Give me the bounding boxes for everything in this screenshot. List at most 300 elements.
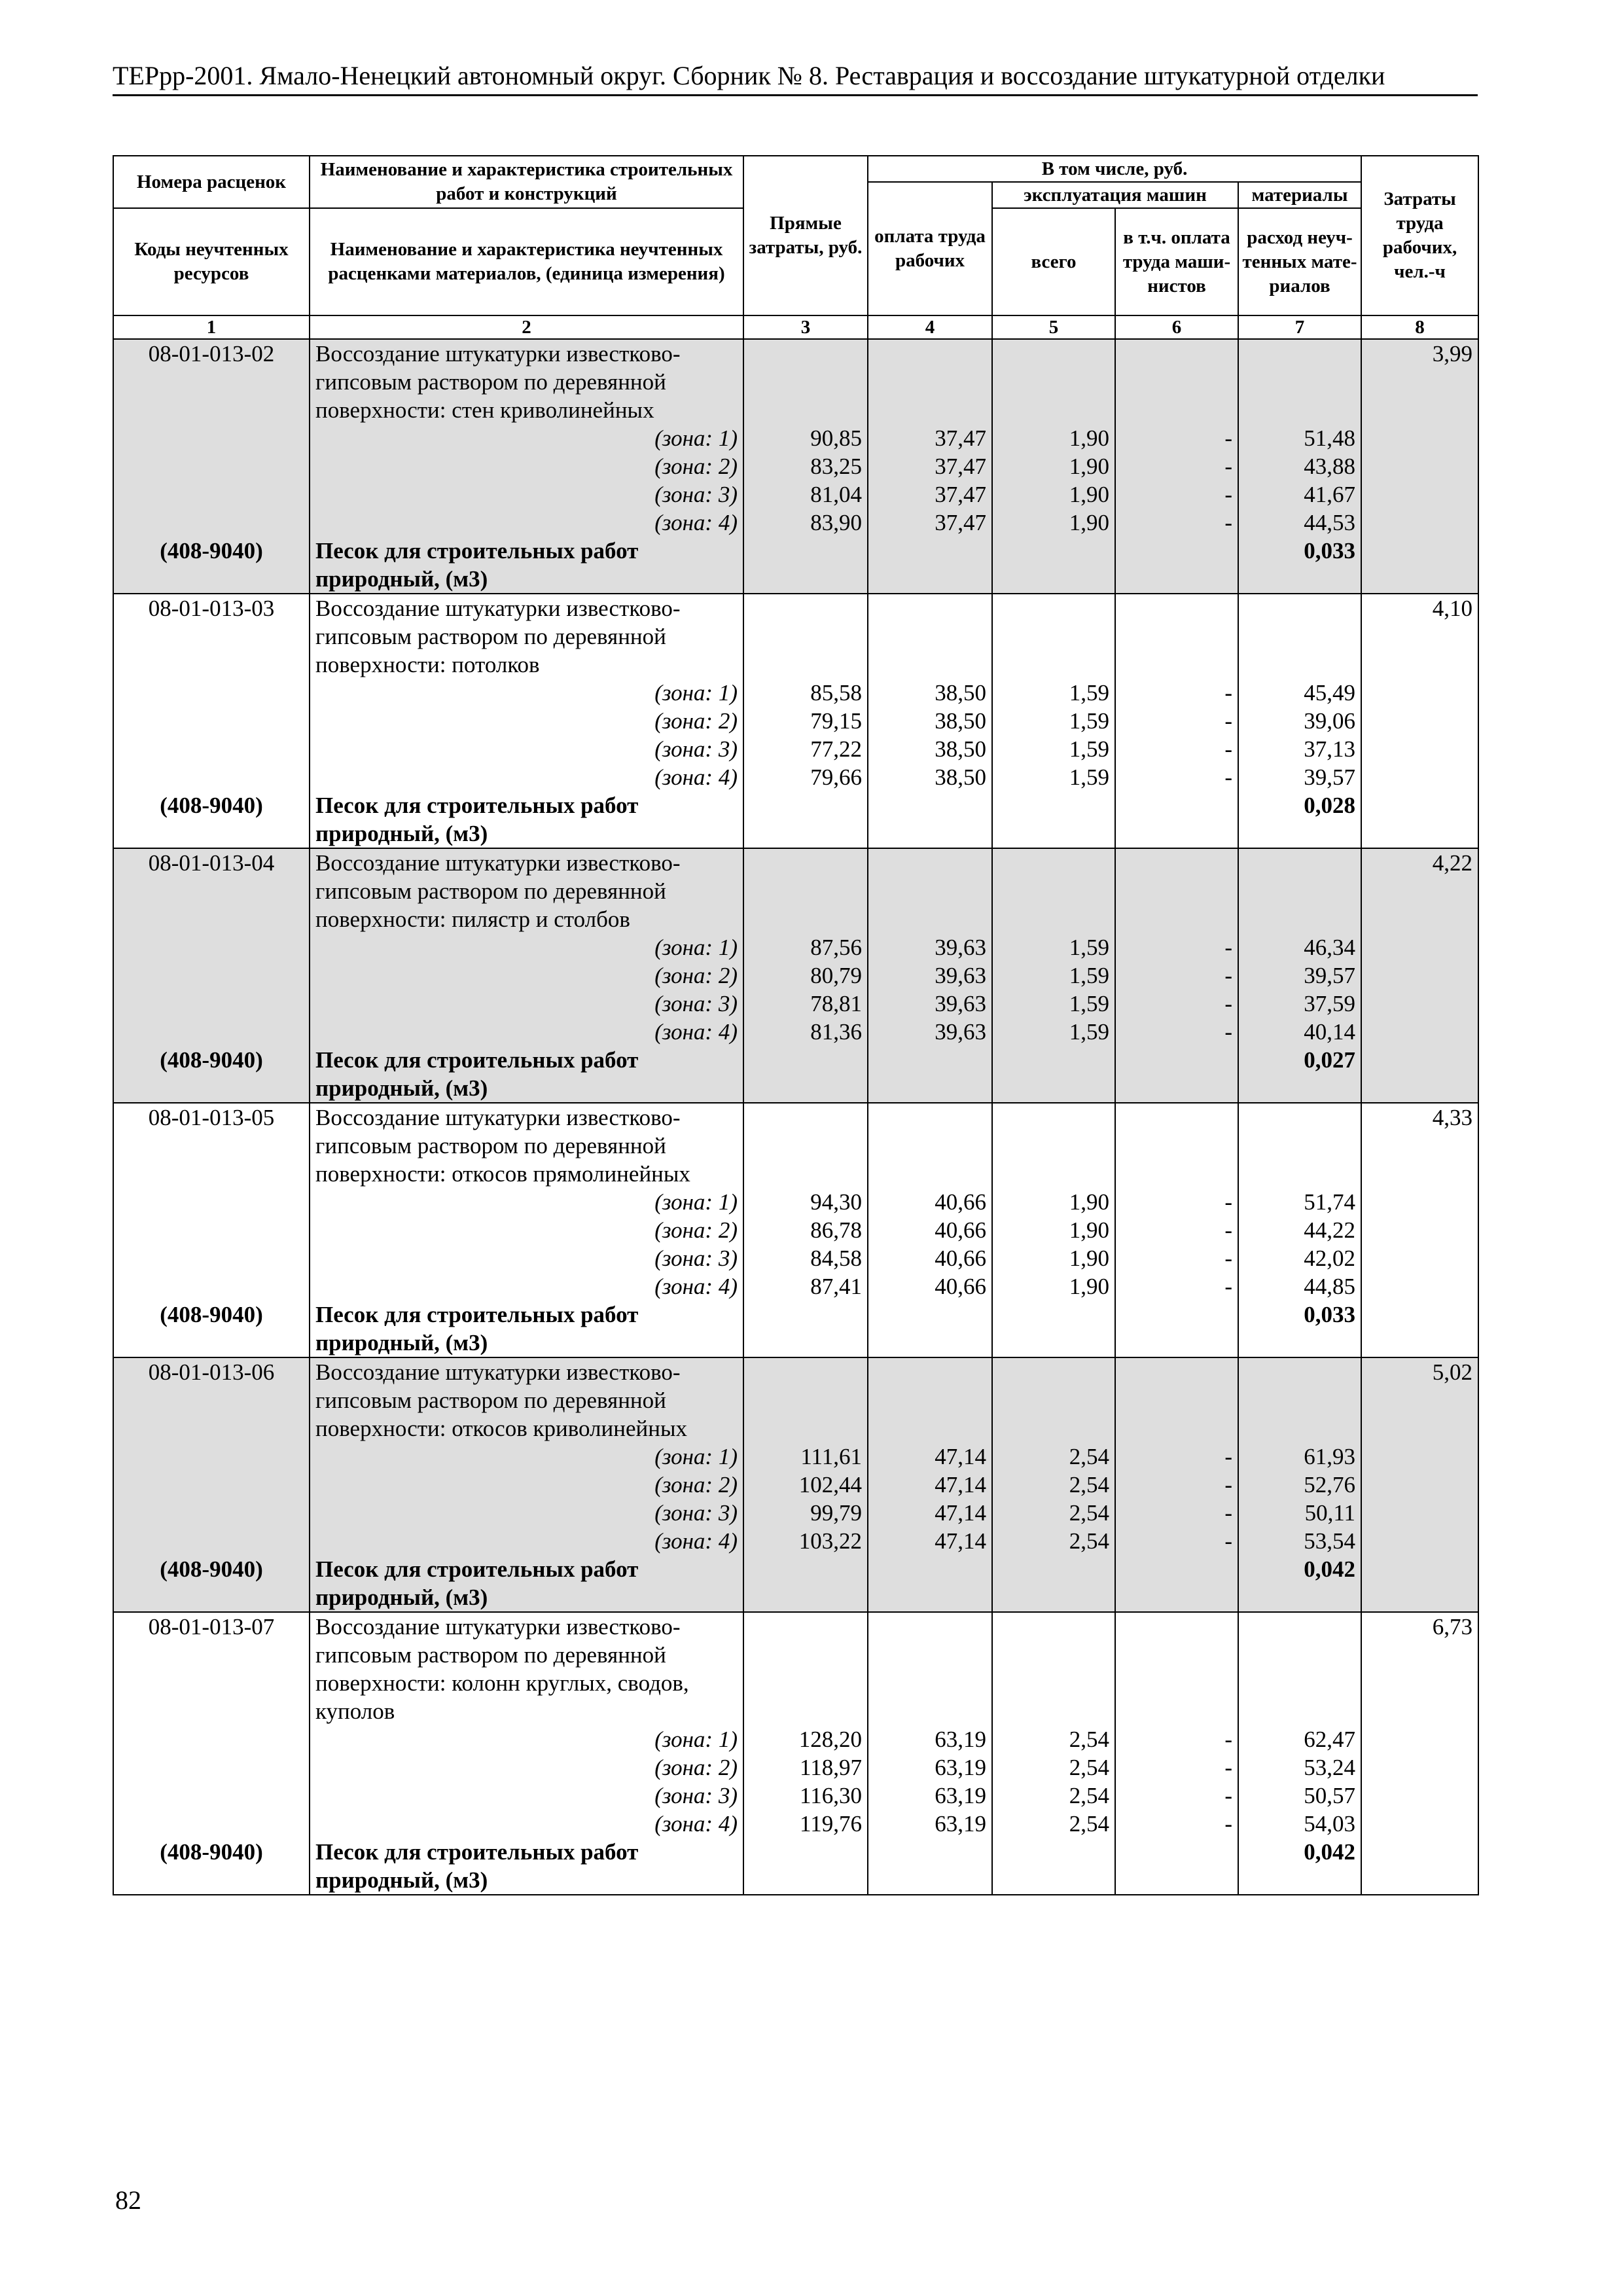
resource-row <box>113 1329 1478 1357</box>
empty-cell <box>1361 679 1478 707</box>
empty-cell <box>1238 1074 1361 1103</box>
direct-cost: 84,58 <box>743 1244 868 1272</box>
empty-cell <box>1361 1132 1478 1160</box>
worker-wages: 47,14 <box>868 1527 992 1555</box>
direct-cost: 80,79 <box>743 961 868 990</box>
column-number-row <box>113 315 1478 339</box>
empty-cell <box>992 791 1115 819</box>
work-name-line: гипсовым раствором по деревянной <box>310 877 743 905</box>
empty-cell <box>113 1527 310 1555</box>
machinist-wages: - <box>1115 1272 1238 1300</box>
empty-cell <box>113 1244 310 1272</box>
empty-cell <box>743 1300 868 1329</box>
empty-cell <box>1115 1046 1238 1074</box>
empty-cell <box>1361 1074 1478 1103</box>
direct-cost: 102,44 <box>743 1471 868 1499</box>
empty-cell <box>868 1555 992 1583</box>
empty-cell <box>992 1583 1115 1612</box>
direct-cost: 118,97 <box>743 1753 868 1782</box>
empty-cell <box>113 1386 310 1414</box>
zone-row <box>113 1725 1478 1753</box>
rate-code: 08-01-013-06 <box>113 1357 310 1386</box>
worker-wages: 63,19 <box>868 1753 992 1782</box>
materials-cost: 39,57 <box>1238 763 1361 791</box>
zone-label: (зона: 1) <box>310 424 743 452</box>
work-name-line: поверхности: откосов прямолинейных <box>310 1160 743 1188</box>
empty-cell <box>1115 791 1238 819</box>
header-materials: материалы <box>1238 182 1361 208</box>
empty-cell <box>113 1697 310 1725</box>
empty-cell <box>743 1697 868 1725</box>
empty-cell <box>992 396 1115 424</box>
work-name-line: поверхности: откосов криволинейных <box>310 1414 743 1443</box>
empty-cell <box>113 1669 310 1697</box>
empty-cell <box>1361 735 1478 763</box>
worker-wages: 39,63 <box>868 1018 992 1046</box>
empty-cell <box>992 1074 1115 1103</box>
empty-cell <box>868 1697 992 1725</box>
empty-cell <box>113 509 310 537</box>
materials-cost: 54,03 <box>1238 1810 1361 1838</box>
machines-total: 1,59 <box>992 990 1115 1018</box>
empty-cell <box>1361 1527 1478 1555</box>
empty-cell <box>113 565 310 594</box>
empty-cell <box>868 1866 992 1895</box>
zone-row <box>113 1272 1478 1300</box>
empty-cell <box>1238 1866 1361 1895</box>
empty-cell <box>1361 1669 1478 1697</box>
empty-cell <box>992 1414 1115 1443</box>
empty-cell <box>113 1471 310 1499</box>
worker-wages: 39,63 <box>868 990 992 1018</box>
empty-cell <box>868 819 992 848</box>
resource-name-line: Песок для строительных работ <box>310 1046 743 1074</box>
zone-label: (зона: 4) <box>310 1527 743 1555</box>
materials-cost: 37,59 <box>1238 990 1361 1018</box>
resource-quantity: 0,042 <box>1238 1838 1361 1866</box>
record-title-row <box>113 594 1478 622</box>
direct-cost: 85,58 <box>743 679 868 707</box>
empty-cell <box>1361 1555 1478 1583</box>
empty-cell <box>113 651 310 679</box>
empty-cell <box>1115 1074 1238 1103</box>
header-machines-total: всего <box>992 208 1115 315</box>
empty-cell <box>743 791 868 819</box>
resource-name-line: природный, (м3) <box>310 819 743 848</box>
page-header: ТЕРрр-2001. Ямало-Ненецкий автономный округ. Сборник № 8. Реставрация и воссоздание штукатурной отделки <box>113 60 1478 96</box>
zone-label: (зона: 2) <box>310 1471 743 1499</box>
machinist-wages: - <box>1115 509 1238 537</box>
resource-row <box>113 1866 1478 1895</box>
machines-total: 1,59 <box>992 933 1115 961</box>
empty-cell <box>743 622 868 651</box>
work-name-line: гипсовым раствором по деревянной <box>310 1641 743 1669</box>
empty-cell <box>992 1386 1115 1414</box>
empty-cell <box>1361 1810 1478 1838</box>
empty-cell <box>743 1329 868 1357</box>
materials-cost: 43,88 <box>1238 452 1361 480</box>
empty-cell <box>992 594 1115 622</box>
resource-code: (408-9040) <box>113 1838 310 1866</box>
empty-cell <box>113 735 310 763</box>
empty-cell <box>1115 1697 1238 1725</box>
work-name-line: гипсовым раствором по деревянной <box>310 1132 743 1160</box>
column-number: 3 <box>743 315 868 339</box>
empty-cell <box>868 1641 992 1669</box>
empty-cell <box>868 537 992 565</box>
machines-total: 1,59 <box>992 961 1115 990</box>
zone-row <box>113 452 1478 480</box>
zone-row <box>113 1753 1478 1782</box>
worker-wages: 38,50 <box>868 763 992 791</box>
empty-cell <box>992 1357 1115 1386</box>
empty-cell <box>1238 1583 1361 1612</box>
record-title-row <box>113 1669 1478 1697</box>
machinist-wages: - <box>1115 1753 1238 1782</box>
resource-quantity: 0,042 <box>1238 1555 1361 1583</box>
zone-row <box>113 961 1478 990</box>
empty-cell <box>1115 537 1238 565</box>
resource-quantity: 0,027 <box>1238 1046 1361 1074</box>
empty-cell <box>1238 1612 1361 1641</box>
record-title-row <box>113 1357 1478 1386</box>
empty-cell <box>1361 1244 1478 1272</box>
empty-cell <box>1238 848 1361 877</box>
machines-total: 1,90 <box>992 1216 1115 1244</box>
resource-row <box>113 1838 1478 1866</box>
empty-cell <box>113 1810 310 1838</box>
zone-label: (зона: 2) <box>310 707 743 735</box>
machines-total: 2,54 <box>992 1499 1115 1527</box>
empty-cell <box>1238 594 1361 622</box>
record-title-row <box>113 622 1478 651</box>
zone-row <box>113 990 1478 1018</box>
direct-cost: 99,79 <box>743 1499 868 1527</box>
worker-wages: 37,47 <box>868 509 992 537</box>
materials-cost: 52,76 <box>1238 1471 1361 1499</box>
empty-cell <box>868 565 992 594</box>
zone-row <box>113 1018 1478 1046</box>
empty-cell <box>743 1357 868 1386</box>
zone-label: (зона: 2) <box>310 961 743 990</box>
header-unaccounted-materials: Наименование и характеристика неучтенных расценками материалов, (единица измерения) <box>310 208 743 315</box>
empty-cell <box>1115 1300 1238 1329</box>
empty-cell <box>113 1753 310 1782</box>
machines-total: 2,54 <box>992 1443 1115 1471</box>
empty-cell <box>868 791 992 819</box>
table-header <box>113 156 1478 339</box>
column-number: 7 <box>1238 315 1361 339</box>
empty-cell <box>1361 1216 1478 1244</box>
record-title-row <box>113 877 1478 905</box>
machinist-wages: - <box>1115 1782 1238 1810</box>
record-title-row <box>113 339 1478 368</box>
column-number: 4 <box>868 315 992 339</box>
zone-row <box>113 1216 1478 1244</box>
empty-cell <box>868 1414 992 1443</box>
empty-cell <box>113 1725 310 1753</box>
empty-cell <box>1115 368 1238 396</box>
resource-row <box>113 791 1478 819</box>
empty-cell <box>1238 819 1361 848</box>
materials-cost: 51,48 <box>1238 424 1361 452</box>
empty-cell <box>113 1414 310 1443</box>
direct-cost: 94,30 <box>743 1188 868 1216</box>
worker-wages: 47,14 <box>868 1499 992 1527</box>
zone-label: (зона: 3) <box>310 1499 743 1527</box>
empty-cell <box>743 1414 868 1443</box>
machines-total: 1,59 <box>992 1018 1115 1046</box>
empty-cell <box>1361 1188 1478 1216</box>
work-name-line: Воссоздание штукатурки известково- <box>310 848 743 877</box>
machines-total: 1,90 <box>992 1188 1115 1216</box>
materials-cost: 45,49 <box>1238 679 1361 707</box>
header-machinist-wages: в т.ч. оплата труда маши-нистов <box>1115 208 1238 315</box>
resource-row <box>113 537 1478 565</box>
empty-cell <box>1115 905 1238 933</box>
zone-row <box>113 480 1478 509</box>
empty-cell <box>1115 594 1238 622</box>
empty-cell <box>992 1555 1115 1583</box>
resource-code: (408-9040) <box>113 537 310 565</box>
column-number: 1 <box>113 315 310 339</box>
record-title-row <box>113 1414 1478 1443</box>
empty-cell <box>992 1046 1115 1074</box>
worker-wages: 39,63 <box>868 933 992 961</box>
zone-row <box>113 1527 1478 1555</box>
empty-cell <box>1115 1555 1238 1583</box>
work-name-line: гипсовым раствором по деревянной <box>310 1386 743 1414</box>
resource-row <box>113 565 1478 594</box>
machinist-wages: - <box>1115 1018 1238 1046</box>
zone-label: (зона: 3) <box>310 1782 743 1810</box>
empty-cell <box>1238 622 1361 651</box>
materials-cost: 51,74 <box>1238 1188 1361 1216</box>
empty-cell <box>743 1074 868 1103</box>
empty-cell <box>1115 877 1238 905</box>
empty-cell <box>1361 452 1478 480</box>
zone-label: (зона: 3) <box>310 480 743 509</box>
empty-cell <box>113 707 310 735</box>
worker-wages: 40,66 <box>868 1244 992 1272</box>
empty-cell <box>1238 368 1361 396</box>
empty-cell <box>868 339 992 368</box>
empty-cell <box>1361 1160 1478 1188</box>
resource-name-line: природный, (м3) <box>310 1583 743 1612</box>
machines-total: 1,59 <box>992 763 1115 791</box>
empty-cell <box>1115 565 1238 594</box>
work-name-line: Воссоздание штукатурки известково- <box>310 594 743 622</box>
work-name-line: Воссоздание штукатурки известково- <box>310 339 743 368</box>
empty-cell <box>1238 1641 1361 1669</box>
empty-cell <box>1238 565 1361 594</box>
zone-label: (зона: 4) <box>310 1018 743 1046</box>
zone-row <box>113 1443 1478 1471</box>
zone-row <box>113 1782 1478 1810</box>
empty-cell <box>1238 1357 1361 1386</box>
header-machine-operation: эксплуатация машин <box>992 182 1238 208</box>
worker-wages: 38,50 <box>868 679 992 707</box>
empty-cell <box>1361 990 1478 1018</box>
direct-cost: 81,04 <box>743 480 868 509</box>
empty-cell <box>1238 1414 1361 1443</box>
machinist-wages: - <box>1115 679 1238 707</box>
empty-cell <box>1115 1132 1238 1160</box>
empty-cell <box>992 1697 1115 1725</box>
work-name-line: Воссоздание штукатурки известково- <box>310 1357 743 1386</box>
direct-cost: 119,76 <box>743 1810 868 1838</box>
empty-cell <box>1361 622 1478 651</box>
machines-total: 1,90 <box>992 480 1115 509</box>
direct-cost: 81,36 <box>743 1018 868 1046</box>
empty-cell <box>1361 1300 1478 1329</box>
empty-cell <box>1361 763 1478 791</box>
empty-cell <box>113 679 310 707</box>
empty-cell <box>1115 1103 1238 1132</box>
empty-cell <box>992 1103 1115 1132</box>
empty-cell <box>113 961 310 990</box>
record-title-row <box>113 1103 1478 1132</box>
worker-wages: 63,19 <box>868 1782 992 1810</box>
work-name-line: куполов <box>310 1697 743 1725</box>
direct-cost: 87,41 <box>743 1272 868 1300</box>
empty-cell <box>113 905 310 933</box>
rate-record <box>113 594 1478 848</box>
resource-row <box>113 1555 1478 1583</box>
empty-cell <box>1361 905 1478 933</box>
header-direct-costs: Прямые затраты, руб. <box>743 156 868 315</box>
materials-cost: 62,47 <box>1238 1725 1361 1753</box>
resource-name-line: Песок для строительных работ <box>310 1838 743 1866</box>
zone-row <box>113 509 1478 537</box>
empty-cell <box>1361 1046 1478 1074</box>
resource-code: (408-9040) <box>113 1046 310 1074</box>
resource-quantity: 0,033 <box>1238 1300 1361 1329</box>
direct-cost: 116,30 <box>743 1782 868 1810</box>
empty-cell <box>1361 1782 1478 1810</box>
empty-cell <box>868 1669 992 1697</box>
labor-cost: 5,02 <box>1361 1357 1478 1386</box>
empty-cell <box>743 1132 868 1160</box>
empty-cell <box>1238 877 1361 905</box>
empty-cell <box>113 622 310 651</box>
empty-cell <box>1115 1612 1238 1641</box>
empty-cell <box>992 537 1115 565</box>
empty-cell <box>113 1583 310 1612</box>
machinist-wages: - <box>1115 424 1238 452</box>
empty-cell <box>1361 819 1478 848</box>
empty-cell <box>743 1583 868 1612</box>
empty-cell <box>992 905 1115 933</box>
empty-cell <box>992 1160 1115 1188</box>
empty-cell <box>113 480 310 509</box>
empty-cell <box>743 339 868 368</box>
zone-label: (зона: 4) <box>310 1810 743 1838</box>
record-title-row <box>113 1697 1478 1725</box>
materials-cost: 41,67 <box>1238 480 1361 509</box>
labor-cost: 4,33 <box>1361 1103 1478 1132</box>
record-title-row <box>113 1612 1478 1641</box>
empty-cell <box>113 1188 310 1216</box>
empty-cell <box>1361 1386 1478 1414</box>
empty-cell <box>868 1583 992 1612</box>
header-unaccounted-consumption: расход неуч-тенных мате-риалов <box>1238 208 1361 315</box>
machines-total: 2,54 <box>992 1471 1115 1499</box>
empty-cell <box>1361 480 1478 509</box>
direct-cost: 78,81 <box>743 990 868 1018</box>
worker-wages: 40,66 <box>868 1272 992 1300</box>
worker-wages: 63,19 <box>868 1725 992 1753</box>
machinist-wages: - <box>1115 1810 1238 1838</box>
machinist-wages: - <box>1115 763 1238 791</box>
materials-cost: 50,57 <box>1238 1782 1361 1810</box>
zone-row <box>113 735 1478 763</box>
machinist-wages: - <box>1115 933 1238 961</box>
empty-cell <box>992 651 1115 679</box>
machinist-wages: - <box>1115 1216 1238 1244</box>
empty-cell <box>1361 1443 1478 1471</box>
materials-cost: 37,13 <box>1238 735 1361 763</box>
labor-cost: 6,73 <box>1361 1612 1478 1641</box>
labor-cost: 4,10 <box>1361 594 1478 622</box>
machines-total: 1,90 <box>992 452 1115 480</box>
materials-cost: 44,53 <box>1238 509 1361 537</box>
empty-cell <box>1115 1583 1238 1612</box>
empty-cell <box>1238 1329 1361 1357</box>
empty-cell <box>743 848 868 877</box>
direct-cost: 103,22 <box>743 1527 868 1555</box>
empty-cell <box>868 1132 992 1160</box>
worker-wages: 47,14 <box>868 1443 992 1471</box>
resource-row <box>113 1074 1478 1103</box>
record-title-row <box>113 1641 1478 1669</box>
empty-cell <box>992 1329 1115 1357</box>
resource-name-line: Песок для строительных работ <box>310 1555 743 1583</box>
empty-cell <box>1238 1132 1361 1160</box>
empty-cell <box>1238 1669 1361 1697</box>
empty-cell <box>113 1074 310 1103</box>
resource-code: (408-9040) <box>113 1555 310 1583</box>
empty-cell <box>743 1555 868 1583</box>
resource-name-line: природный, (м3) <box>310 1329 743 1357</box>
rate-code: 08-01-013-03 <box>113 594 310 622</box>
record-title-row <box>113 396 1478 424</box>
materials-cost: 44,22 <box>1238 1216 1361 1244</box>
direct-cost: 83,25 <box>743 452 868 480</box>
machines-total: 2,54 <box>992 1810 1115 1838</box>
machinist-wages: - <box>1115 990 1238 1018</box>
materials-cost: 42,02 <box>1238 1244 1361 1272</box>
rate-code: 08-01-013-07 <box>113 1612 310 1641</box>
worker-wages: 63,19 <box>868 1810 992 1838</box>
empty-cell <box>113 1443 310 1471</box>
worker-wages: 39,63 <box>868 961 992 990</box>
empty-cell <box>113 1216 310 1244</box>
machines-total: 1,59 <box>992 735 1115 763</box>
empty-cell <box>1361 1753 1478 1782</box>
page-number: 82 <box>115 2185 141 2215</box>
work-name-line: гипсовым раствором по деревянной <box>310 622 743 651</box>
zone-label: (зона: 1) <box>310 933 743 961</box>
zone-label: (зона: 4) <box>310 1272 743 1300</box>
empty-cell <box>992 1838 1115 1866</box>
rate-record <box>113 848 1478 1103</box>
empty-cell <box>113 1329 310 1357</box>
labor-cost: 3,99 <box>1361 339 1478 368</box>
empty-cell <box>1115 1641 1238 1669</box>
zone-label: (зона: 1) <box>310 1443 743 1471</box>
materials-cost: 46,34 <box>1238 933 1361 961</box>
